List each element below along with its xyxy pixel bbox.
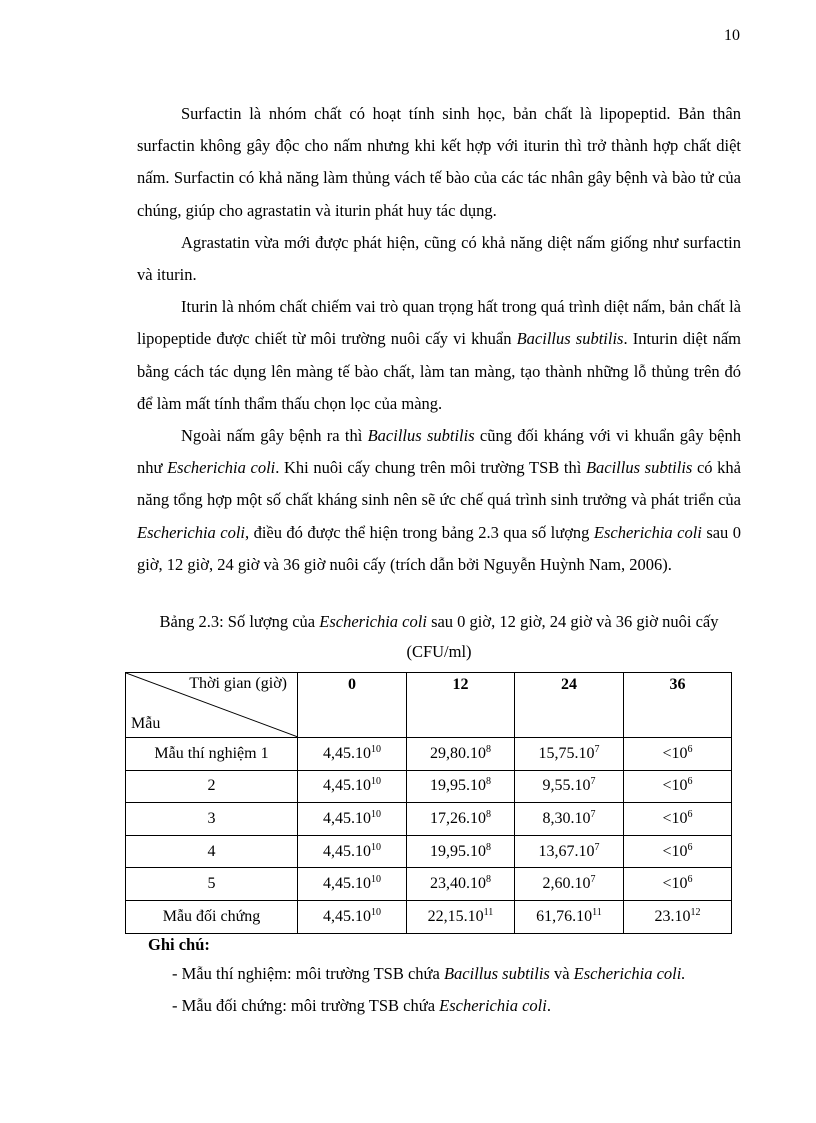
paragraph-agrastatin: Agrastatin vừa mới được phát hiện, cũng có khả năng diệt nấm giống như surfactin và iturin. [137,232,741,285]
table-row [126,770,732,803]
page-number: 10 [724,27,740,44]
table-row [126,900,732,933]
table-cell: 4,45.10$^{10}$ [298,803,407,836]
paragraph-iturin: Iturin là nhóm chất chiếm vai trò quan trọng hất trong quá trình diệt nấm, bản chất là lipopeptide được chiết từ môi trường nuôi cấy vi khuẩn Bacillus subtilis. Inturin diệt nấm bằng cách tác dụng lên màng tế bào chất, làm tan màng, tạo thành những lỗ thủng trên đó để làm mất tính thẩm thấu chọn lọc của màng. [137,297,741,413]
table-cell: 19,95.10$^8$ [407,770,515,803]
table-cell: 9,55.10$^7$ [515,770,624,803]
header-sample: Mẫu [131,715,161,732]
table-cell: 4,45.10$^{10}$ [298,738,407,771]
row-label: 4 [126,835,298,868]
table-caption: Bảng 2.3: Số lượng của Escherichia coli sau 0 giờ, 12 giờ, 24 giờ và 36 giờ nuôi cấy (CFU/ml) [159,612,719,661]
row-label: Mẫu thí nghiệm 1 [126,738,298,771]
column-header: 12 [407,673,515,738]
table-cell: $<10^6$ [624,835,732,868]
table-corner-header [126,673,298,738]
table-header-row [126,673,732,738]
table-cell: 4,45.10$^{10}$ [298,770,407,803]
row-label: 3 [126,803,298,836]
table-cell: 22,15.10$^{11}$ [407,900,515,933]
table-cell: 61,76.10$^{11}$ [515,900,624,933]
table-cell: 4,45.10$^{10}$ [298,868,407,901]
table-cell: $<10^6$ [624,868,732,901]
notes [148,932,768,1022]
notes-title: Ghi chú: [148,935,210,954]
table-cell: 4,45.10$^{10}$ [298,900,407,933]
table-cell: 17,26.10$^8$ [407,803,515,836]
table-cell: 2,60.10$^7$ [515,868,624,901]
table-body [126,738,732,934]
table-cell: $<10^6$ [624,803,732,836]
column-header: 36 [624,673,732,738]
note-control-sample: - Mẫu đối chứng: môi trường TSB chứa Escherichia coli. [172,996,551,1015]
table-row [126,868,732,901]
row-label: 5 [126,868,298,901]
paragraph-surfactin: Surfactin là nhóm chất có hoạt tính sinh học, bản chất là lipopeptid. Bản thân surfactin không gây độc cho nấm nhưng khi kết hợp với iturin thì trở thành hợp chất diệt nấm. Surfactin có khả năng làm thủng vách tế bào của các tác nhân gây bệnh và bào tử của chúng, giúp cho agrastatin và iturin phát huy tác dụng. [137,104,741,220]
row-label: 2 [126,770,298,803]
ecoli-count-table [125,672,732,934]
table-row [126,738,732,771]
note-experimental-sample: - Mẫu thí nghiệm: môi trường TSB chứa Bacillus subtilis và Escherichia coli. [172,964,686,983]
table-cell: 23,40.10$^8$ [407,868,515,901]
body-text [137,98,741,581]
table-cell: 15,75.10$^7$ [515,738,624,771]
table-cell: 29,80.10$^8$ [407,738,515,771]
column-header: 24 [515,673,624,738]
table-row [126,803,732,836]
table-row [126,835,732,868]
column-header: 0 [298,673,407,738]
table-cell: 13,67.10$^7$ [515,835,624,868]
table-cell: 8,30.10$^7$ [515,803,624,836]
table-cell: $<10^6$ [624,770,732,803]
table-cell: $<10^6$ [624,738,732,771]
table-cell: 4,45.10$^{10}$ [298,835,407,868]
row-label: Mẫu đối chứng [126,900,298,933]
table-cell: 19,95.10$^8$ [407,835,515,868]
header-time: Thời gian (giờ) [189,675,287,692]
table-caption-unit: (CFU/ml) [406,642,472,661]
paragraph-bacillus-antagonism: Ngoài nấm gây bệnh ra thì Bacillus subtilis cũng đối kháng với vi khuẩn gây bệnh như Escherichia coli. Khi nuôi cấy chung trên môi trường TSB thì Bacillus subtilis có khả năng tổng hợp một số chất kháng sinh nên sẽ ức chế quá trình sinh trưởng và phát triển của Escherichia coli, điều đó được thể hiện trong bảng 2.3 qua số lượng Escherichia coli sau 0 giờ, 12 giờ, 24 giờ và 36 giờ nuôi cấy (trích dẫn bởi Nguyễn Huỳnh Nam, 2006). [137,426,741,574]
table-cell: 23.10$^{12}$ [624,900,732,933]
